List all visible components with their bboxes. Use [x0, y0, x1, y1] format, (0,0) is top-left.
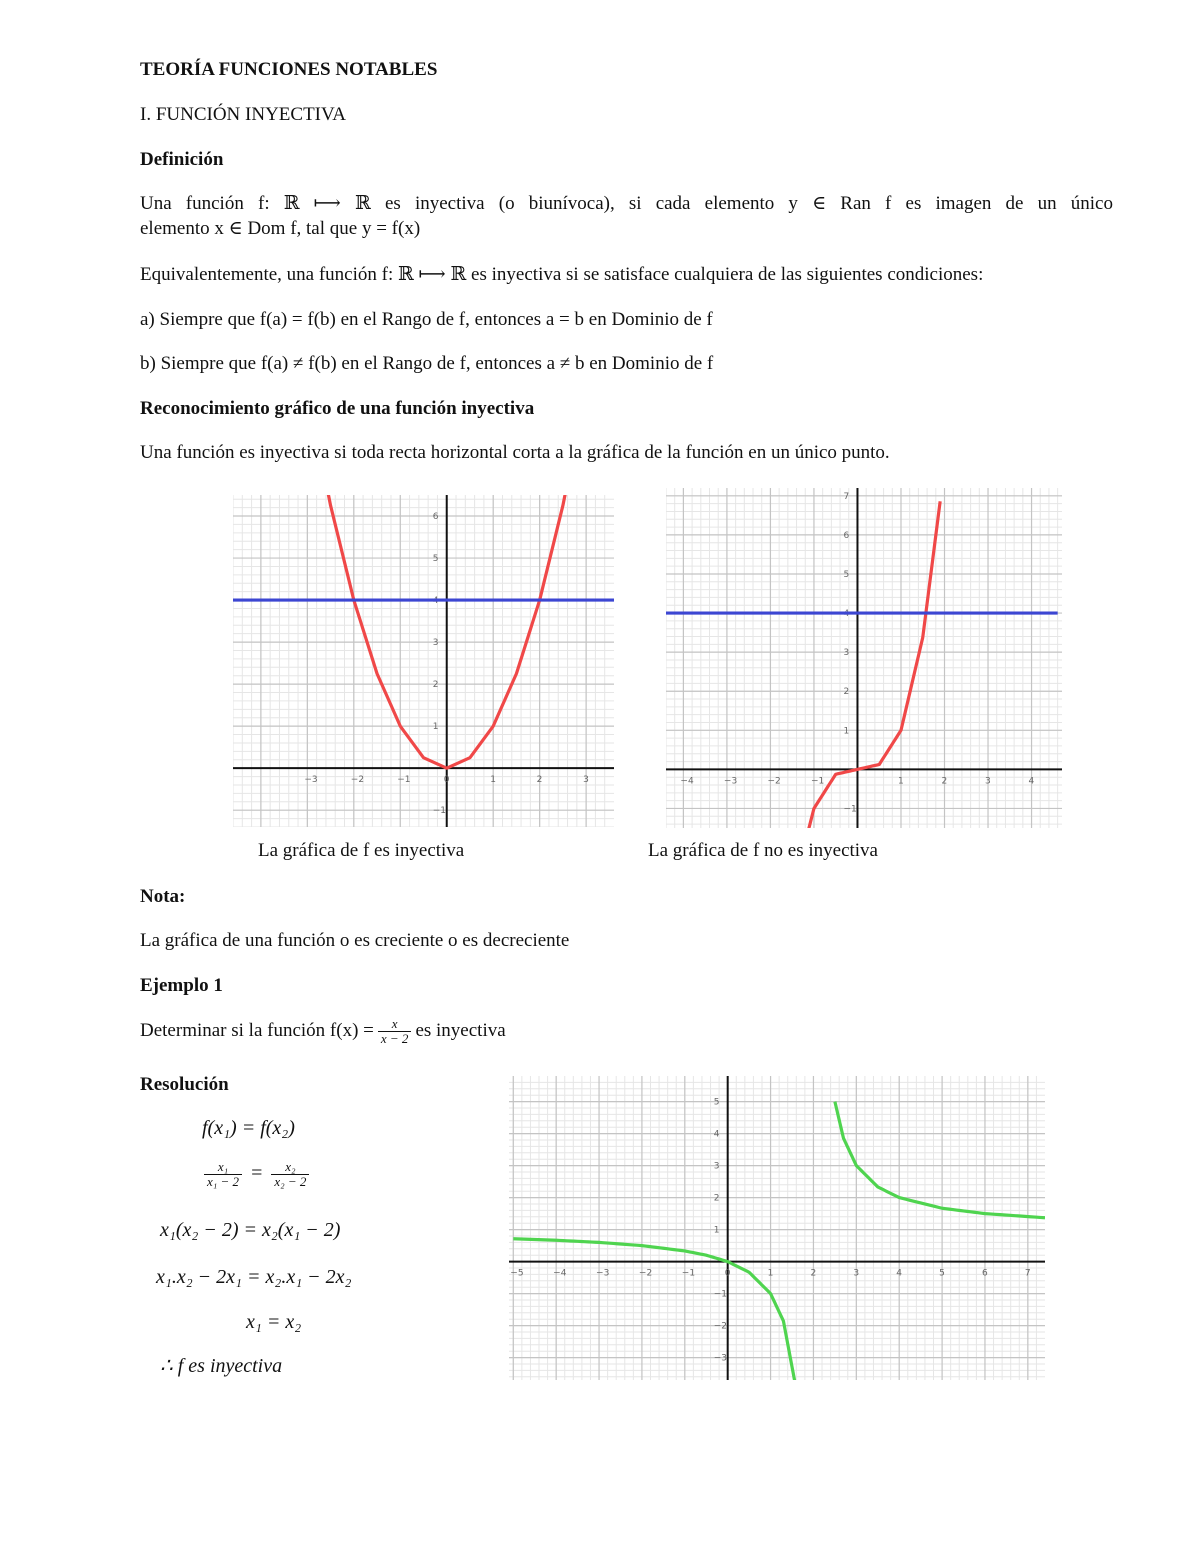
x-tick-label: 2: [810, 1268, 817, 1279]
step-right-numerator: x₂: [285, 1159, 296, 1174]
x-tick-label: −3: [723, 776, 738, 787]
x-tick-label: 1: [767, 1268, 774, 1279]
example-prefix: Determinar si la función f(x) =: [140, 1020, 374, 1041]
x-tick-label: 5: [939, 1268, 945, 1279]
y-tick-label: 2: [432, 680, 439, 691]
definition-line-2: elemento x ∈ Dom f, tal que y = f(x): [140, 218, 421, 239]
x-tick-label: 1: [897, 776, 904, 787]
example-numerator: x: [391, 1016, 398, 1032]
x-tick-label: 0: [724, 1268, 731, 1279]
step-right-denominator: x₂ − 2: [271, 1174, 309, 1189]
step-left-numerator: x₁: [217, 1159, 229, 1174]
x-tick-label: 4: [896, 1268, 902, 1279]
y-tick-label: 3: [713, 1161, 720, 1172]
equivalence-text: Equivalentemente, una función f: ℝ ⟼ ℝ es inyectiva si se satisface cualquiera de las siguientes condiciones:: [140, 264, 984, 285]
y-tick-label: 5: [713, 1097, 720, 1108]
recognition-heading: Reconocimiento gráfico de una función inyectiva: [140, 398, 535, 419]
x-tick-label: 1: [490, 775, 496, 786]
example-suffix: es inyectiva: [415, 1020, 506, 1041]
step-equals: =: [251, 1162, 263, 1185]
y-tick-label: 5: [432, 554, 439, 565]
x-tick-label: 4: [1028, 776, 1035, 787]
x-tick-label: 0: [443, 775, 450, 786]
step-cross-multiply: x₁(x₂ − 2) = x₂(x₁ − 2): [160, 1219, 341, 1241]
y-tick-label: −1: [432, 806, 447, 817]
y-tick-label: 1: [713, 1225, 720, 1236]
step-expand: x₁.x₂ − 2x₁ = x₂.x₁ − 2x₂: [156, 1266, 352, 1288]
note-text: La gráfica de una función o es creciente o es decreciente: [140, 930, 570, 951]
x-tick-label: 3: [583, 775, 589, 786]
x-tick-label: 2: [941, 776, 948, 787]
condition-b: b) Siempre que f(a) ≠ f(b) en el Rango de f, entonces a ≠ b en Dominio de f: [140, 353, 714, 374]
step-left-fraction: [204, 1160, 242, 1189]
y-tick-label: −2: [713, 1321, 727, 1332]
example-statement: [140, 1016, 506, 1046]
y-tick-label: 2: [713, 1193, 720, 1204]
y-tick-label: 2: [843, 687, 850, 698]
caption-injective: La gráfica de f es inyectiva: [258, 840, 465, 861]
x-tick-label: −1: [397, 775, 411, 786]
example-heading: Ejemplo 1: [140, 975, 223, 996]
resolution-heading: Resolución: [140, 1074, 229, 1095]
recognition-text: Una función es inyectiva si toda recta horizontal corta a la gráfica de la función en un único punto.: [140, 442, 890, 463]
step-left-denominator: x₁ − 2: [204, 1174, 242, 1189]
x-tick-label: −2: [638, 1268, 653, 1279]
step-equality: f(x₁) = f(x₂): [202, 1117, 295, 1139]
condition-a: a) Siempre que f(a) = f(b) en el Rango de f, entonces a = b en Dominio de f: [140, 309, 713, 330]
y-tick-label: 4: [432, 596, 439, 607]
chart-cubic: [666, 488, 1062, 828]
x-tick-label: 7: [1024, 1268, 1031, 1279]
y-tick-label: 4: [843, 609, 850, 620]
chart-rational: [509, 1076, 1045, 1380]
step-right-fraction: [271, 1160, 309, 1189]
x-tick-label: −2: [767, 776, 781, 787]
x-tick-label: −5: [510, 1268, 524, 1279]
x-tick-label: 3: [985, 776, 991, 787]
x-tick-label: 6: [981, 1268, 988, 1279]
chart-parabola: [233, 495, 614, 827]
y-tick-label: 1: [432, 722, 439, 733]
y-tick-label: 7: [843, 491, 850, 502]
x-tick-label: 2: [536, 775, 543, 786]
page-title: TEORÍA FUNCIONES NOTABLES: [140, 59, 438, 80]
example-denominator: x − 2: [378, 1031, 412, 1046]
y-tick-label: −3: [713, 1353, 727, 1364]
definition-heading: Definición: [140, 149, 224, 170]
y-tick-label: 5: [843, 569, 850, 580]
x-tick-label: −4: [680, 776, 694, 787]
y-tick-label: −1: [843, 804, 857, 815]
y-tick-label: 4: [713, 1129, 720, 1140]
step-result: x₁ = x₂: [246, 1311, 302, 1333]
step-conclusion: ∴ f es inyectiva: [160, 1355, 283, 1377]
y-tick-label: −1: [713, 1289, 727, 1300]
definition-line-1: Una función f: ℝ ⟼ ℝ es inyectiva (o biunívoca), si cada elemento y ∈ Ran f es imagen de un único: [140, 193, 1113, 214]
x-tick-label: −1: [810, 776, 825, 787]
x-tick-label: −4: [553, 1268, 567, 1279]
x-tick-label: −1: [681, 1268, 696, 1279]
y-tick-label: 3: [432, 638, 439, 649]
step-fractions: [200, 1160, 313, 1189]
section-heading: I. FUNCIÓN INYECTIVA: [140, 104, 347, 125]
note-heading: Nota:: [140, 886, 186, 907]
caption-not-injective: La gráfica de f no es inyectiva: [648, 840, 878, 861]
y-tick-label: 3: [843, 648, 850, 659]
y-tick-label: 1: [843, 726, 850, 737]
y-tick-label: 6: [432, 512, 439, 523]
x-tick-label: −2: [350, 775, 365, 786]
example-fraction: [378, 1017, 412, 1046]
x-tick-label: 3: [853, 1268, 860, 1279]
x-tick-label: −3: [304, 775, 318, 786]
y-tick-label: 6: [843, 530, 850, 541]
x-tick-label: −3: [596, 1268, 610, 1279]
